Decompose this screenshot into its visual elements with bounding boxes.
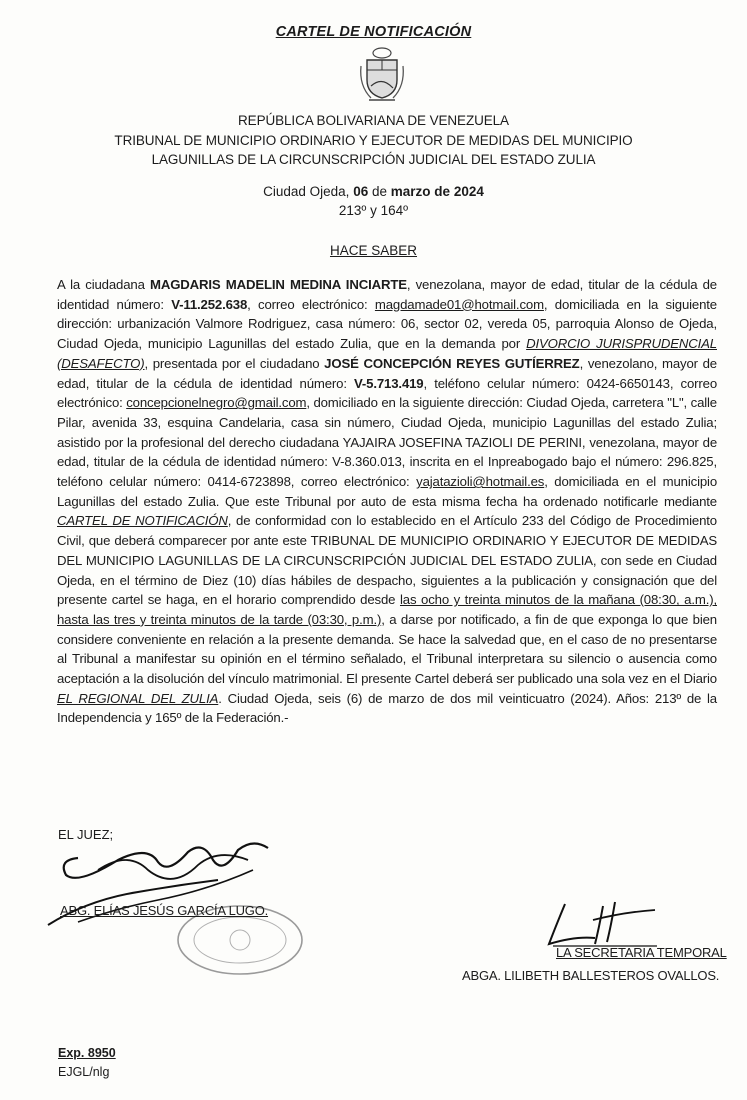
defendant-name: MAGDARIS MADELIN MEDINA INCIARTE — [149, 277, 407, 292]
header-line-republic: REPÚBLICA BOLIVARIANA DE VENEZUELA — [238, 113, 509, 128]
date-de: de — [372, 184, 388, 199]
body-text-9: , domiciliada en el municipio Lagunillas del estado Zulia. Que este Tribunal por auto de esta misma fecha ha ordenado notificarle mediante — [57, 474, 717, 509]
court-header — [0, 111, 747, 170]
hace-saber-heading: HACE SABER — [329, 243, 418, 258]
schedule-text: las ocho y treinta minutos de la mañana (08:30, a.m.), hasta las tres y treinta minutos de la tarde (03:30, p.m.) — [57, 592, 717, 627]
date-block — [0, 182, 747, 220]
plaintiff-email-link[interactable]: concepcionelnegro@gmail.com — [126, 395, 307, 411]
header-line-tribunal: TRIBUNAL DE MUNICIPIO ORDINARIO Y EJECUTOR DE MEDIDAS DEL MUNICIPIO — [114, 132, 633, 148]
body-text-7: , teléfono celular número: 0424-6650143, correo electrónico: — [57, 375, 717, 411]
body-text-1: A la ciudadana — [57, 277, 150, 292]
case-type: DIVORCIO JURISPRUDENCIAL (DESAFECTO) — [57, 336, 717, 371]
date-line — [0, 182, 747, 201]
date-city: Ciudad Ojeda, — [263, 184, 350, 199]
plaintiff-name: JOSÉ CONCEPCIÓN REYES GUTÍERREZ — [324, 355, 580, 371]
secretary-label: LA SECRETARIA TEMPORAL — [556, 945, 727, 960]
body-text-4: , domiciliada en la siguiente dirección: urbanización Valmore Rodriguez, casa número: 06, sector 02, vereda 05, parroquia Alonso de Ojeda, Ciudad Ojeda, municipio Lagunillas del estado Zulia, que en la demanda por — [57, 296, 717, 352]
date-day: 06 — [353, 184, 369, 199]
date-month-year: marzo de 2024 — [390, 184, 484, 199]
file-number: Exp. 8950 — [58, 1046, 116, 1060]
defendant-id: V-11.252.638 — [171, 296, 248, 312]
secretary-name: ABGA. LILIBETH BALLESTEROS OVALLOS. — [462, 968, 720, 983]
body-text-5: , presentada por el ciudadano — [144, 355, 325, 371]
body-text-11: , a darse por notificado, a fin de que exponga lo que bien considere conveniente en relación a la presente demanda. Se hace la salvedad que, en el caso de no presentarse al Tribunal a manifestar su opinión en el término señalado, el Tribunal interpretara su silencio o ausencia como aceptación a la disolución del vínculo matrimonial. El presente Cartel deberá ser publicado una sola vez en el Diario — [57, 611, 717, 687]
body-text-2: , venezolana, mayor de edad, titular de la cédula de identidad número: — [57, 277, 717, 312]
judge-name: ABG. ELÍAS JESÚS GARCÍA LUGO. — [60, 903, 269, 918]
body-text-10: , de conformidad con lo establecido en el Artículo 233 del Código de Procedimiento Civil, que deberá comparecer por ante este TRIBUNAL DE MUNICIPIO ORDINARIO Y EJECUTOR DE MEDIDAS DEL MUNICIPIO LAGUNILLAS DE LA CIRCUNSCRIPCIÓN JUDICIAL DEL ESTADO ZULIA, con sede en Ciudad Ojeda, en el término de Diez (10) días hábiles de despacho, siguientes a la publicación y consignación que del presente cartel se haga, en el horario comprendido desde — [57, 513, 717, 608]
document-title: CARTEL DE NOTIFICACIÓN — [275, 24, 472, 40]
secretary-signature-icon — [545, 898, 665, 950]
coat-of-arms-icon — [357, 46, 407, 104]
plaintiff-id: V-5.713.419 — [354, 375, 424, 391]
defendant-email-link[interactable]: magdamade01@hotmail.com — [374, 296, 544, 312]
body-text-3: , correo electrónico: — [247, 296, 375, 312]
notification-body — [57, 275, 717, 728]
body-text-6: , venezolano, mayor de edad, titular de la cédula de identidad número: — [57, 355, 717, 391]
years-line: 213º y 164º — [338, 203, 409, 218]
judge-label: EL JUEZ; — [58, 827, 114, 842]
reference-initials: EJGL/nlg — [58, 1065, 110, 1079]
lawyer-email-link[interactable]: yajatazioli@hotmail.es — [416, 474, 545, 490]
body-text-12: . Ciudad Ojeda, seis (6) de marzo de dos mil veinticuatro (2024). Años: 213º de la Independencia y 165º de la Federación.- — [57, 690, 717, 726]
newspaper-name: EL REGIONAL DEL ZULIA — [57, 690, 219, 706]
body-text-8: , domiciliado en la siguiente dirección: Ciudad Ojeda, carretera "L", calle Pilar, avenida 33, esquina Candelaria, casa sin número, Ciudad Ojeda, municipio Lagunillas del estado Zulia; asistido por la profesional del derecho ciudadana YAJAIRA JOSEFINA TAZIOLI DE PERINI, venezolana, mayor de edad, titular de la cédula de identidad número: V-8.360.013, inscrita en el Inpreabogado bajo el número: 296.825, teléfono celular número: 0414-6723898, correo electrónico: — [57, 395, 717, 490]
header-line-jurisdiction: LAGUNILLAS DE LA CIRCUNSCRIPCIÓN JUDICIAL DEL ESTADO ZULIA — [151, 152, 596, 167]
cartel-reference: CARTEL DE NOTIFICACIÓN — [57, 513, 228, 529]
